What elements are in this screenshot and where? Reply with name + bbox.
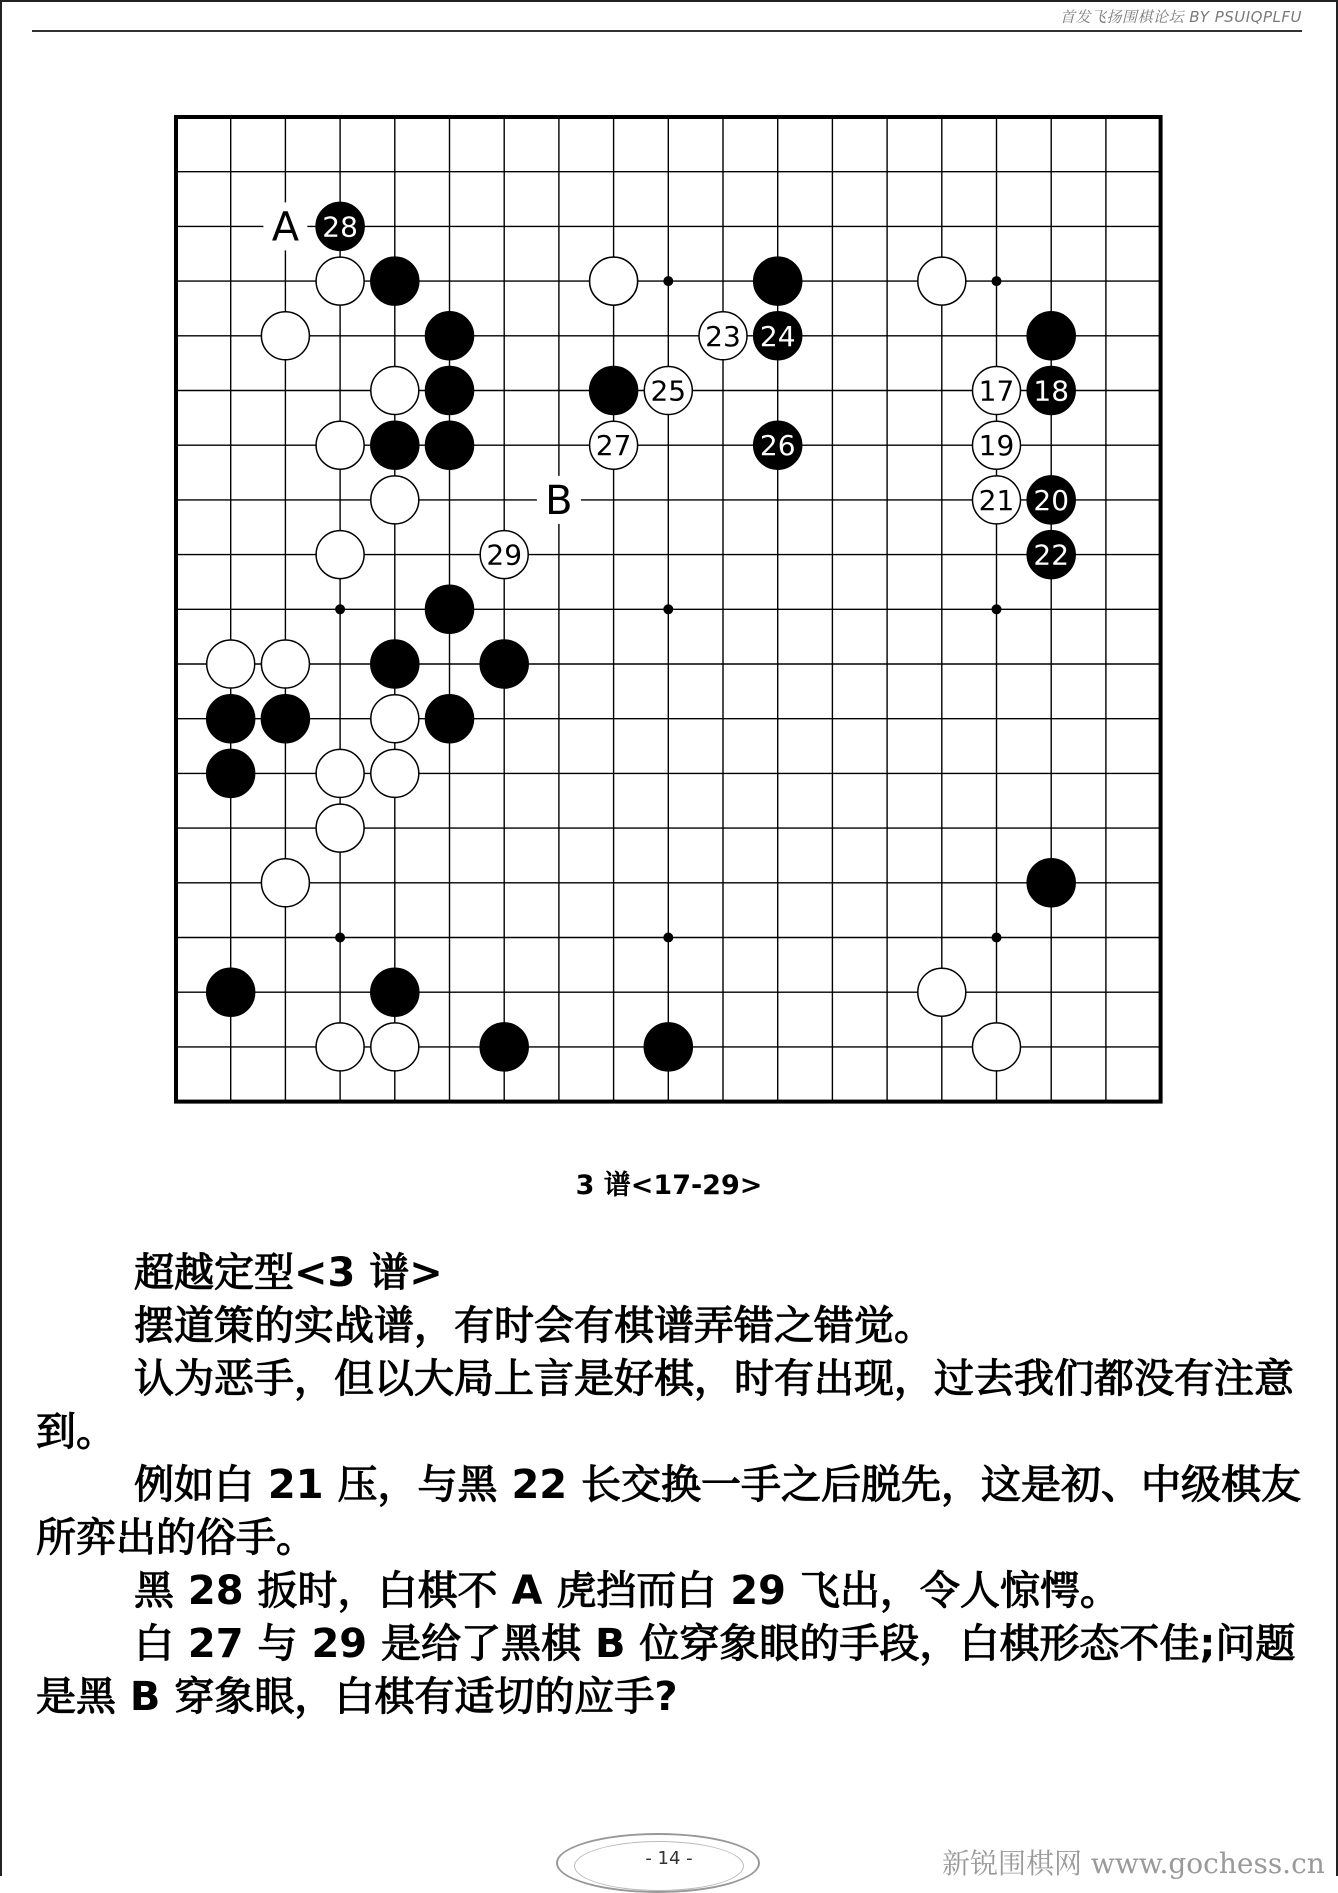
move-number: 21: [978, 483, 1015, 517]
black-stone: [480, 640, 528, 688]
black-stone: [207, 968, 255, 1016]
paragraph: 例如白 21 压，与黑 22 长交换一手之后脱先，这是初、中级棋友所弈出的俗手。: [36, 1462, 1302, 1561]
star-point: [663, 604, 673, 614]
black-stone: [371, 640, 419, 688]
white-stone: [261, 640, 309, 688]
paragraph: 白 27 与 29 是给了黑棋 B 位穿象眼的手段，白棋形态不佳;问题是黑 B 穿象眼，白棋有适切的应手?: [36, 1621, 1296, 1720]
black-stone: [1027, 312, 1075, 360]
move-number: 18: [1033, 374, 1070, 408]
white-stone: [371, 476, 419, 524]
running-header: 首发飞扬围棋论坛 BY PSUIQPLFU: [1059, 8, 1302, 26]
page-number: - 14 -: [645, 1848, 693, 1869]
black-stone: [644, 1023, 692, 1071]
letter-mark: B: [545, 477, 573, 524]
white-stone: [207, 640, 255, 688]
body-text: [36, 1247, 1306, 1724]
star-point: [992, 933, 1002, 943]
white-stone: [316, 531, 364, 579]
move-number: 26: [759, 429, 796, 463]
black-stone: [371, 421, 419, 469]
black-stone: [480, 1023, 528, 1071]
white-stone: [371, 1023, 419, 1071]
white-stone: [371, 367, 419, 415]
move-number: 29: [486, 538, 523, 572]
white-stone: [316, 257, 364, 305]
black-stone: [207, 749, 255, 797]
black-stone: [426, 421, 474, 469]
star-point: [992, 604, 1002, 614]
move-number: 24: [759, 319, 796, 353]
move-number: 23: [705, 319, 741, 353]
white-stone: [316, 421, 364, 469]
star-point: [663, 933, 673, 943]
move-number: 17: [978, 374, 1015, 408]
black-stone: [426, 312, 474, 360]
black-stone: [261, 695, 309, 743]
star-point: [992, 276, 1002, 286]
move-number: 20: [1033, 483, 1070, 517]
black-stone: [426, 585, 474, 633]
paragraph: 黑 28 扳时，白棋不 A 虎挡而白 29 飞出，令人惊愕。: [134, 1568, 1120, 1614]
black-stone: [371, 257, 419, 305]
move-number: 27: [595, 429, 632, 463]
white-stone: [261, 312, 309, 360]
white-stone: [371, 749, 419, 797]
section-title: 超越定型<3 谱>: [134, 1250, 443, 1296]
black-stone: [426, 695, 474, 743]
star-point: [335, 604, 345, 614]
move-number: 25: [650, 374, 687, 408]
black-stone: [754, 257, 802, 305]
white-stone: [918, 968, 966, 1016]
black-stone: [207, 695, 255, 743]
white-stone: [261, 859, 309, 907]
white-stone: [590, 257, 638, 305]
white-stone: [316, 804, 364, 852]
move-number: 22: [1033, 538, 1070, 572]
star-point: [335, 933, 345, 943]
black-stone: [590, 367, 638, 415]
move-number: 28: [322, 210, 358, 244]
star-point: [663, 276, 673, 286]
paragraph: 摆道策的实战谱，有时会有棋谱弄错之错觉。: [134, 1303, 934, 1349]
white-stone: [316, 749, 364, 797]
paragraph: 认为恶手，但以大局上言是好棋，时有出现，过去我们都没有注意到。: [36, 1356, 1294, 1455]
move-number: 19: [978, 429, 1015, 463]
white-stone: [371, 695, 419, 743]
white-stone: [973, 1023, 1021, 1071]
white-stone: [316, 1023, 364, 1071]
black-stone: [426, 367, 474, 415]
site-watermark: 新锐围棋网 www.gochess.cn: [942, 1847, 1325, 1880]
black-stone: [1027, 859, 1075, 907]
diagram-caption: 3 谱<17-29>: [575, 1170, 763, 1201]
black-stone: [371, 968, 419, 1016]
white-stone: [918, 257, 966, 305]
letter-mark: A: [271, 204, 300, 251]
